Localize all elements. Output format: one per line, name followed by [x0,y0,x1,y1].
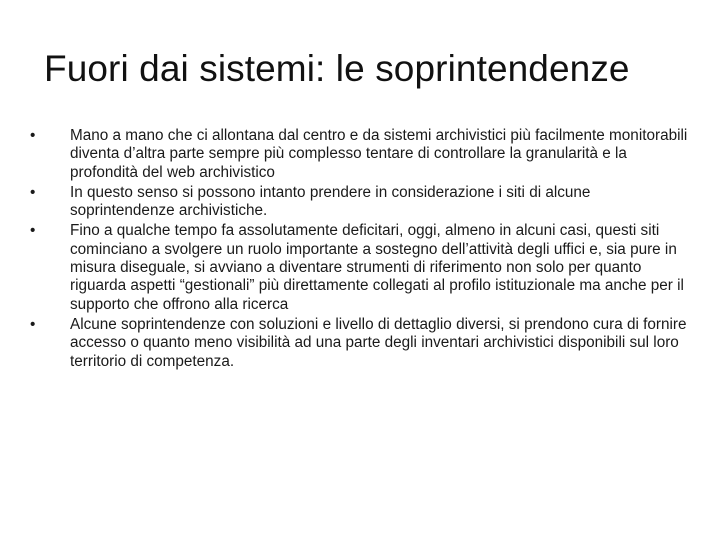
bullet-item [30,127,690,182]
bullet-text: In questo senso si possono intanto prendere in considerazione i siti di alcune soprintendenze archivistiche. [70,183,591,220]
slide-title: Fuori dai sistemi: le soprintendenze [44,48,630,89]
bullet-text: Mano a mano che ci allontana dal centro e da sistemi archivistici più facilmente monitorabili diventa d’altra parte sempre più complesso tentare di controllare la granularità e la profondità del web archivistico [70,127,688,181]
bullet-dot: • [30,222,36,240]
bullet-dot: • [30,127,36,144]
bullet-dot: • [30,315,36,333]
bullet-list [30,127,690,371]
bullet-item [30,222,690,313]
bullet-text: Fino a qualche tempo fa assolutamente deficitari, oggi, almeno in alcuni casi, questi siti cominciano a svolgere un ruolo importante a sostegno dell’attività degli uffici e, sia pure in misura diseguale, si avviano a diventare strumenti di riferimento non solo per quanto riguarda aspetti “gestionali” più direttamente collegati al profilo istituzionale ma anche per il supporto che offrono alla ricerca [70,222,684,313]
bullet-item [30,184,690,221]
bullet-dot: • [30,183,36,201]
bullet-item [30,316,690,371]
bullet-text: Alcune soprintendenze con soluzioni e livello di dettaglio diversi, si prendono cura di fornire accesso o quanto meno visibilità ad una parte degli inventari archivistici disponibili sul loro territorio di competenza. [70,315,687,370]
